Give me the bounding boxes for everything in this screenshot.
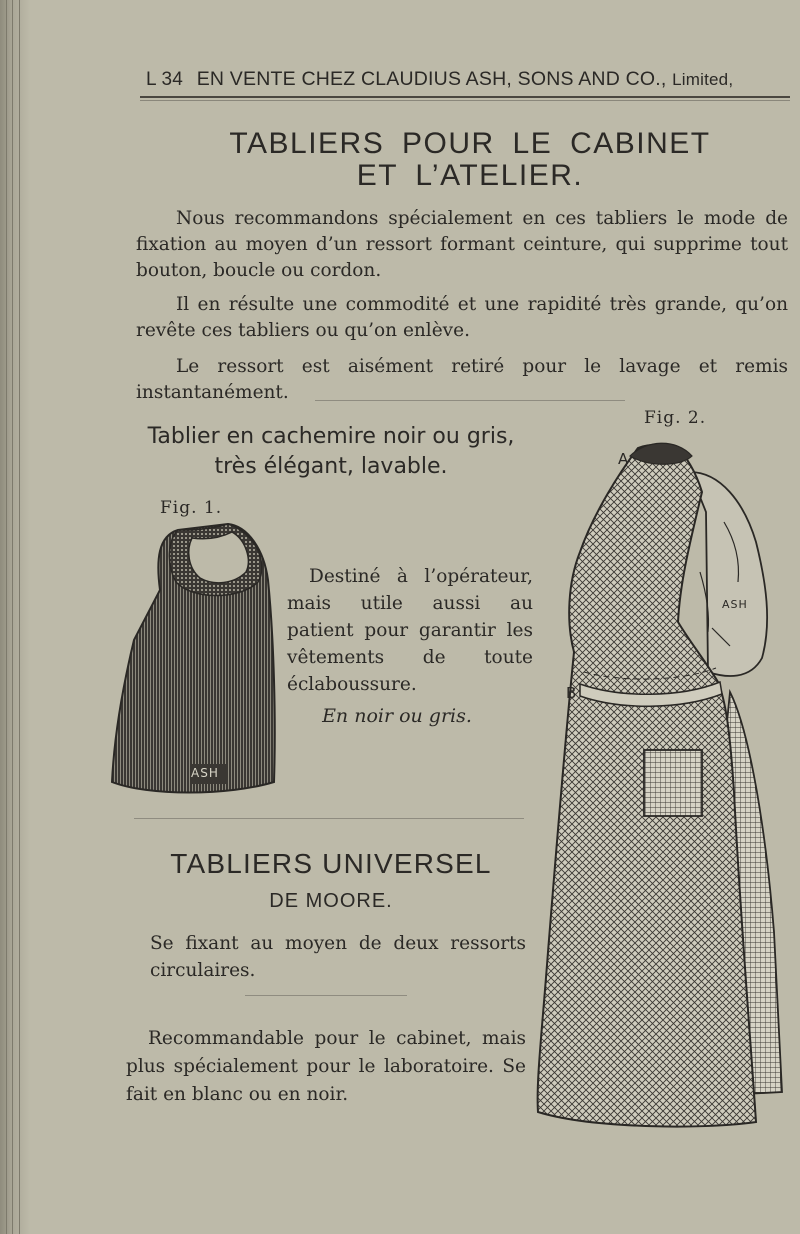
header-rule <box>140 96 790 98</box>
apron-mark: ASH <box>191 766 219 780</box>
divider-rule <box>245 995 407 996</box>
section2-title: TABLIERS UNIVERSEL <box>170 848 492 879</box>
section2-para1 <box>150 930 526 984</box>
section-title-line: ET L’ATELIER. <box>356 159 584 192</box>
fig1-heading-line: Tablier en cachemire noir ou gris, <box>147 424 515 449</box>
header-rule-thin <box>140 100 790 101</box>
paragraph: Il en résulte une commodité et une rapidité très grande, qu’on revête ces tabliers ou qu’on enlève. <box>136 294 788 341</box>
fig1-description-text: Destiné à l’opérateur, mais utile aussi au patient pour garantir les vêtements de toute éclaboussure. <box>287 566 533 695</box>
section2-para2 <box>126 1025 526 1109</box>
publisher-limited: Limited, <box>672 70 734 89</box>
paragraph: Nous recommandons spécialement en ces tabliers le mode de fixation au moyen d’un ressort formant ceinture, qui supprime tout bouton, boucle ou cordon. <box>136 208 788 281</box>
section-title-line: TABLIERS POUR LE CABINET <box>229 127 711 160</box>
section-title <box>150 128 790 192</box>
divider-rule <box>315 400 625 401</box>
point-a-label: A <box>618 450 629 468</box>
section2-subtitle: DE MOORE. <box>269 890 393 912</box>
page-edge-line <box>19 0 20 1234</box>
page-number: L 34 <box>146 69 184 90</box>
fig1-heading <box>136 422 526 482</box>
page-edge-line <box>12 0 13 1234</box>
fig2-label: Fig. 2. <box>644 408 707 428</box>
point-b-label: B <box>566 684 577 702</box>
divider-rule <box>134 818 524 819</box>
page-edge-shadow <box>0 0 30 1234</box>
running-header <box>146 68 786 91</box>
arm-mark: ASH <box>722 598 748 611</box>
apron-illustration-fig1 <box>108 520 280 798</box>
section2-para1-line: Se fixant au moyen de deux ressorts <box>150 933 526 954</box>
fig1-note: En noir ou gris. <box>322 705 472 727</box>
fig1-label: Fig. 1. <box>160 498 223 518</box>
fig1-heading-line: très élégant, lavable. <box>214 454 448 479</box>
apron-illustration-fig2 <box>530 432 794 1132</box>
section2-para2-text: Recommandable pour le cabinet, mais plus spécialement pour le laboratoire. Se fait en blanc ou en noir. <box>126 1028 526 1105</box>
publisher-line: EN VENTE CHEZ CLAUDIUS ASH, SONS AND CO., <box>196 68 667 90</box>
fig1-description <box>287 563 533 698</box>
section2-para1-line: circulaires. <box>150 960 256 981</box>
paragraph: Le ressort est aisément retiré pour le lavage et remis instantanément. <box>136 356 788 403</box>
page-edge-line <box>6 0 7 1234</box>
